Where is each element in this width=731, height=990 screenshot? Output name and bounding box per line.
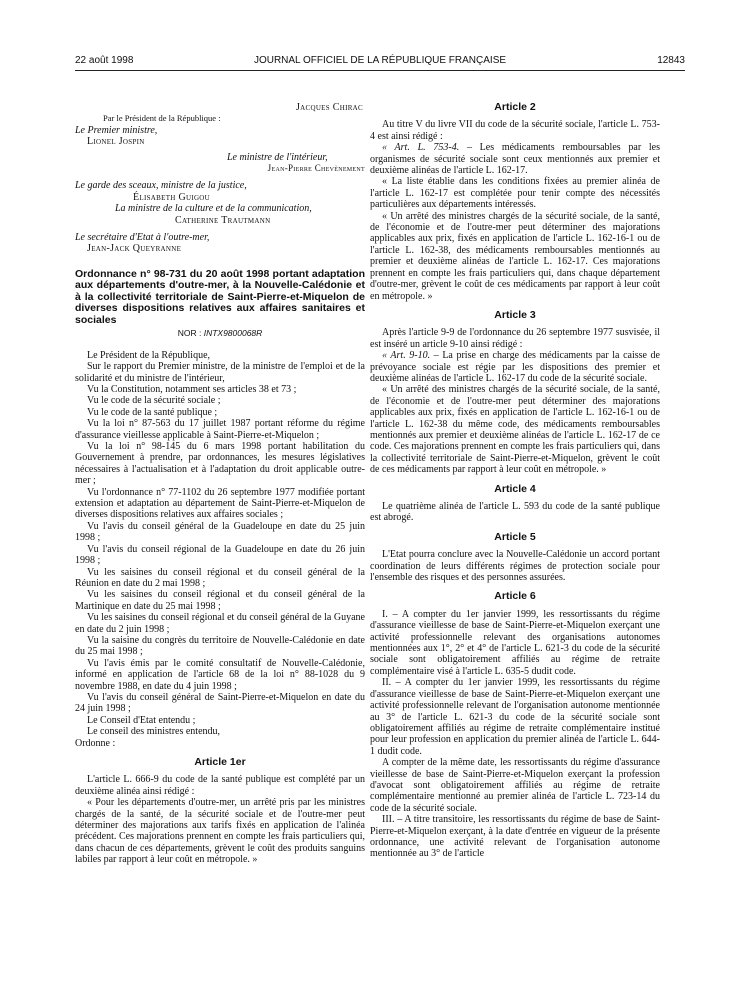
interior-name: Jean-Pierre Chevènement [267, 163, 365, 174]
interior-title: Le ministre de l'intérieur, [227, 151, 328, 163]
header-rule [75, 70, 685, 71]
visa-line: Vu l'avis du conseil général de Saint-Pierre-et-Miquelon en date du 24 juin 1998 ; [75, 691, 365, 715]
justice-title: Le garde des sceaux, ministre de la justice, [75, 180, 247, 192]
visa-line: Vu l'avis du conseil général de la Guadeloupe en date du 25 juin 1998 ; [75, 520, 365, 544]
nor-reference [75, 328, 365, 339]
ordonne-line: Ordonne : [75, 737, 116, 749]
ordonnance-title: Ordonnance n° 98-731 du 20 août 1998 portant adaptation aux départements d'outre-mer, à la Nouvelle-Calédonie et à la collectivité territoriale de Saint-Pierre-et-Miquelon de diverses dispositions relatives aux affaires sanitaires et sociales [75, 267, 365, 326]
pm-title: Le Premier ministre, [75, 124, 158, 136]
visa-line: Vu la loi n° 98-145 du 6 mars 1998 portant habilitation du Gouvernement à prendre, par ordonnances, les mesures législatives nécessaires à l'actualisation et à l'adaptation du droit applicable outre-mer ; [75, 441, 365, 487]
header-date: 22 août 1998 [75, 55, 134, 66]
article-6-heading: Article 6 [494, 590, 536, 603]
page-header [75, 55, 685, 69]
article-4-paragraph: Le quatrième alinéa de l'article L. 593 du code de la santé publique est abrogé. [370, 501, 660, 524]
visa-line: Vu le code de la sécurité sociale ; [87, 395, 221, 407]
outremer-title: Le secrétaire d'Etat à l'outre-mer, [75, 232, 210, 244]
article-4-heading: Article 4 [494, 482, 536, 495]
article-2-paragraph: « La liste établie dans les conditions fixées au premier alinéa de l'article L. 162-17 est complétée pour tenir compte des nécessités particulières aux départements intéressés. [370, 176, 660, 211]
visa-line: Vu l'avis du conseil régional de la Guadeloupe en date du 26 juin 1998 ; [75, 543, 365, 567]
culture-title: La ministre de la culture et de la communication, [115, 203, 312, 215]
article-3-paragraph [370, 350, 660, 384]
article-3-paragraph: « Un arrêté des ministres chargés de la sécurité sociale, de la santé, de l'économie et de l'outre-mer peut déterminer des majorations applicables aux prix, fixés en application de l'article L. 162-16-1 ou de l'article L. 162-38 du même code, des médicaments remboursables mentionnés aux premier et deuxième alinéas de l'article L. 162-17 de ce code. Ces majorations prennent en compte les frais particuliers qui, dans la collectivité territoriale de Saint-Pierre-et-Miquelon, grèvent le coût de ces médicaments par rapport à leur coût en métropole. » [370, 384, 660, 476]
article-2-text: – Les médicaments remboursables par les organismes de sécurité sociale sont ceux mentionnés aux premier et deuxième alinéas de l'article L. 162-17. [370, 142, 660, 177]
article-1-heading: Article 1er [194, 756, 246, 768]
article-5-paragraph: L'Etat pourra conclure avec la Nouvelle-Calédonie un accord portant coordination de leurs différents régimes de protection sociale pour l'ensemble des risques et des personnes assurées. [370, 549, 660, 584]
visa-line: Le Conseil d'Etat entendu ; [87, 714, 196, 726]
outremer-name: Jean-Jack Queyranne [87, 243, 182, 255]
president-name: Jacques Chirac [295, 102, 363, 113]
justice-name: Élisabeth Guigou [133, 191, 211, 203]
left-column [75, 102, 365, 866]
nor-label: NOR : [177, 328, 202, 339]
header-page-number: 12843 [657, 55, 685, 66]
article-2-heading: Article 2 [494, 101, 536, 113]
par-le-president: Par le Président de la République : [103, 113, 221, 124]
visa-line: Vu les saisines du conseil régional et du conseil général de la Réunion en date du 2 mai 1998 ; [75, 566, 365, 589]
article-3-text: – La prise en charge des médicaments par la caisse de prévoyance sociale est régie par les dispositions des premier et deuxième alinéas de l'article L. 162-17 du code de la sécurité sociale. [370, 350, 660, 384]
article-5-heading: Article 5 [494, 530, 536, 543]
visa-line: Le conseil des ministres entendu, [87, 726, 221, 738]
article-6-paragraph: III. – A titre transitoire, les ressortissants du régime de base de Saint-Pierre-et-Miquelon exerçant, à la date d'entrée en vigueur de la présente ordonnance, une activité relevant de l'organisation autonome mentionnée au 3° de l'article [370, 814, 660, 860]
article-3-lead: « Art. 9-10. [382, 350, 431, 362]
article-6-paragraph: I. – A compter du 1er janvier 1999, les ressortissants du régime d'assurance vieillesse de base de Saint-Pierre-et-Miquelon exerçant une activité professionnelle relevant des organisations autonomes mentionnées aux 1°, 2° et 4° de l'article L. 621-3 du code de la sécurité sociale sont obligatoirement affiliés au régime de retraite complémentaire visé à l'article L. 635-5 dudit code. [370, 608, 660, 677]
visa-line: Vu l'avis émis par le comité consultatif de Nouvelle-Calédonie, informé en application de l'article 68 de la loi n° 88-1028 du 9 novembre 1988, en date du 4 juin 1998 ; [75, 657, 365, 692]
visa-line: Sur le rapport du Premier ministre, de la ministre de l'emploi et de la solidarité et du ministre de l'intérieur, [75, 361, 365, 384]
header-journal-title: JOURNAL OFFICIEL DE LA RÉPUBLIQUE FRANÇAISE [253, 55, 507, 66]
visa-line: Vu le code de la santé publique ; [87, 406, 218, 418]
article-3-paragraph: Après l'article 9-9 de l'ordonnance du 26 septembre 1977 susvisée, il est inséré un article 9-10 ainsi rédigé : [370, 327, 660, 350]
article-1-paragraph: L'article L. 666-9 du code de la santé publique est complété par un deuxième alinéa ainsi rédigé : [75, 774, 365, 797]
visa-line: Vu la loi n° 87-563 du 17 juillet 1987 portant réforme du régime d'assurance vieillesse applicable à Saint-Pierre-et-Miquelon ; [75, 418, 365, 441]
nor-value: INTX9800068R [203, 328, 263, 339]
article-3-heading: Article 3 [494, 308, 536, 321]
culture-name: Catherine Trautmann [175, 214, 271, 226]
pm-name: Lionel Jospin [87, 136, 145, 148]
article-2-paragraph [370, 142, 660, 176]
article-6-paragraph: A compter de la même date, les ressortissants du régime d'assurance vieillesse de base de Saint-Pierre-et-Miquelon exerçant la profession d'avocat sont obligatoirement affiliés au régime de retraite complémentaire mentionné au premier alinéa de l'article L. 723-14 du code de la sécurité sociale. [370, 757, 660, 814]
visa-line: Vu les saisines du conseil régional et du conseil général de la Guyane en date du 2 juin 1998 ; [75, 612, 365, 635]
article-2-paragraph: « Un arrêté des ministres chargés de la sécurité sociale, de la santé, de l'économie et de l'outre-mer peut déterminer des majorations applicables aux prix, fixés en application de l'article L. 162-16-1 ou de l'article L. 162-38, des médicaments remboursables mentionnés au premier et deuxième alinéas de l'article L. 162-17. Ces majorations prennent en compte les frais particuliers qui, dans chaque département d'outre-mer, grèvent le coût de ces médicaments par rapport à leur coût en métropole. » [370, 210, 660, 302]
article-2-paragraph: Au titre V du livre VII du code de la sécurité sociale, l'article L. 753-4 est ainsi rédigé : [370, 119, 660, 142]
visa-line: Vu l'ordonnance n° 77-1102 du 26 septembre 1977 modifiée portant extension et adaptation au département de Saint-Pierre-et-Miquelon de diverses dispositions relatives aux affaires sociales ; [75, 486, 365, 521]
article-6-paragraph: II. – A compter du 1er janvier 1999, les ressortissants du régime d'assurance vieillesse de base de Saint-Pierre-et-Miquelon exerçant une activité professionnelle relevant de l'organisation autonome mentionnée au 3° de l'article L. 621-3 du code de la sécurité sociale sont obligatoirement affiliés au régime de retraite complémentaire institué pour leur profession en application du premier alinéa de l'article L. 644-1 dudit code. [370, 677, 660, 757]
article-1-paragraph: « Pour les départements d'outre-mer, un arrêté pris par les ministres chargés de la santé, de la sécurité sociale et de l'outre-mer peut déterminer des majorations aux tarifs fixés en application de l'alinéa précédent. Ces majorations prennent en compte les frais particuliers qui, dans chacun de ces départements, grèvent le coût des produits sanguins labiles par rapport à leur coût en métropole. » [75, 797, 365, 866]
visa-line: Vu la Constitution, notamment ses articles 38 et 73 ; [87, 384, 297, 395]
visa-line: Vu les saisines du conseil régional et du conseil général de la Martinique en date du 25 mai 1998 ; [75, 589, 365, 612]
right-column [370, 102, 660, 860]
visa-line: Vu la saisine du congrès du territoire de Nouvelle-Calédonie en date du 25 mai 1998 ; [75, 634, 365, 658]
article-2-lead: « Art. L. 753-4. [382, 142, 460, 154]
intro-line: Le Président de la République, [87, 349, 211, 361]
